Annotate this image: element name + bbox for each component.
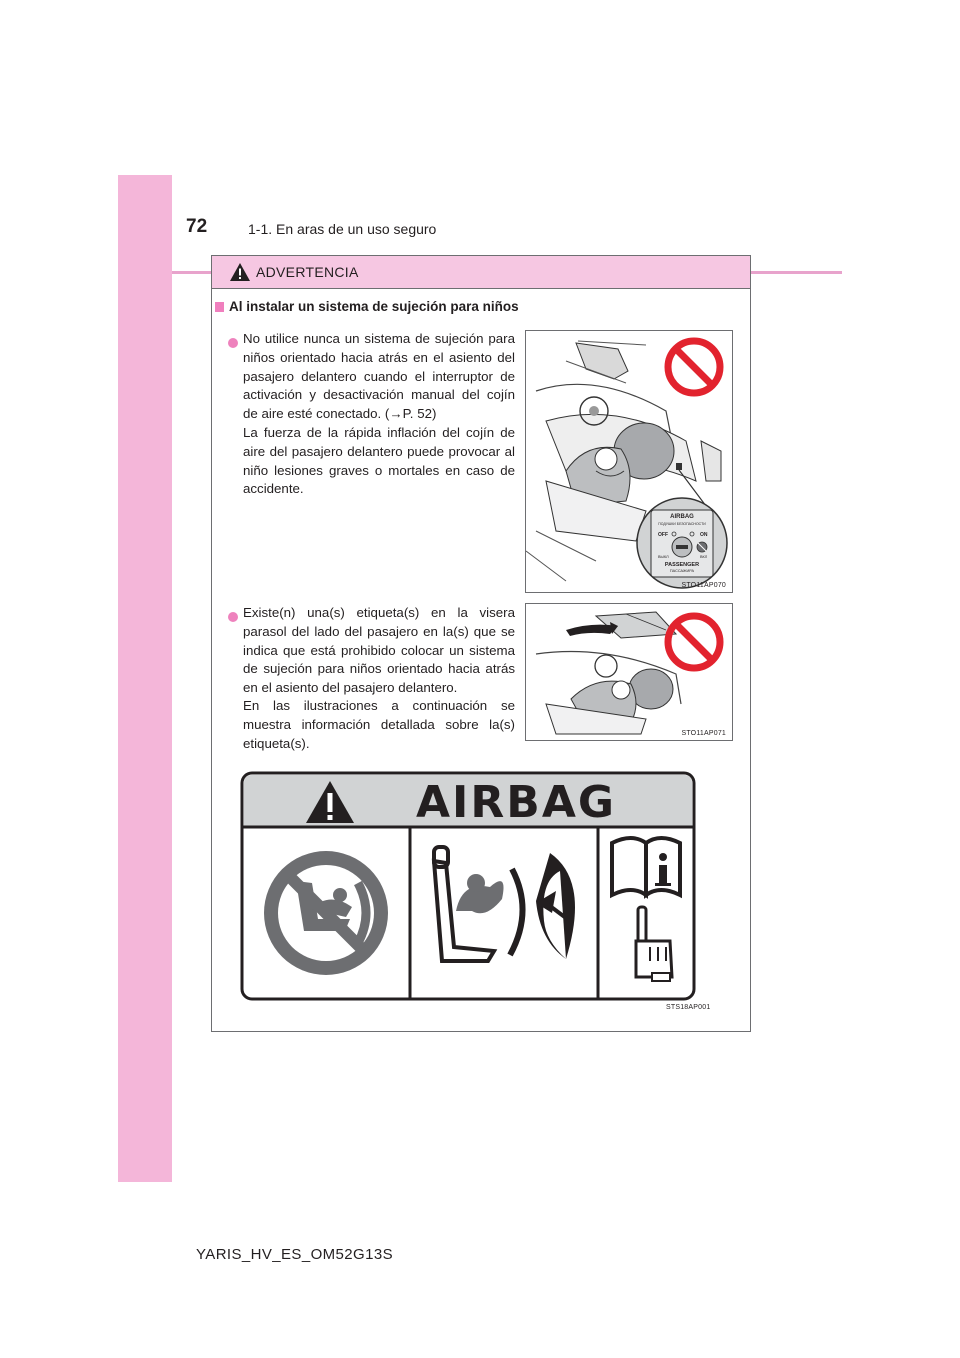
paragraph: No utilice nunca un sistema de sujeción para niños orientado hacia atrás en el asiento del pasajero delantero cuando el interruptor de activación y desactivación manual del cojín de aire esté conectado. (→P. 52) xyxy=(243,331,515,422)
switch-label-passenger-ru: ПАССАЖИРА xyxy=(669,569,695,573)
paragraph: Existe(n) una(s) etiqueta(s) en la visera parasol del lado del pasajero en la(s) que se indica que está prohibido colocar un sistema de sujeción para niños orientado hacia atrás en el asiento del pasajero delantero. xyxy=(243,605,515,696)
figure-code: STO11AP070 xyxy=(681,582,726,589)
warning-header xyxy=(212,256,750,289)
label-airbag-text: AIRBAG xyxy=(415,777,617,828)
prohibition-sign-icon xyxy=(668,616,720,668)
bullet-icon xyxy=(228,338,238,348)
warning-subheading: Al instalar un sistema de sujeción para niños xyxy=(215,299,519,314)
paragraph: La fuerza de la rápida inflación del cojín de aire del pasajero delantero puede provocar al niño lesiones graves o mortales en caso de accidente. xyxy=(243,425,515,497)
square-bullet-icon xyxy=(215,302,224,312)
figure-code: STO11AP071 xyxy=(681,730,726,737)
figure-child-seat-airbag-on xyxy=(525,330,733,593)
airbag-warning-label xyxy=(240,771,696,1001)
switch-label-airbag-ru: ПОДУШКИ БЕЗОПАСНОСТИ xyxy=(658,522,706,526)
no-rear-facing-seat-icon xyxy=(264,851,388,975)
read-manual-icon xyxy=(612,838,680,895)
figure-code: STS18AP001 xyxy=(666,1004,711,1011)
paragraph: En las ilustraciones a continuación se muestra información detallada sobre la(s) etiqueta(s). xyxy=(243,698,515,751)
document-code: YARIS_HV_ES_OM52G13S xyxy=(196,1246,393,1263)
warning-box xyxy=(211,255,751,1032)
switch-label-airbag: AIRBAG xyxy=(670,514,694,520)
warning-triangle-icon xyxy=(229,262,251,282)
sun-visor-illustration xyxy=(526,604,732,740)
switch-label-on: ON xyxy=(700,532,708,538)
switch-label-passenger: PASSENGER xyxy=(664,562,700,568)
section-title: 1-1. En aras de un uso seguro xyxy=(248,221,437,237)
figure-sun-visor-label xyxy=(525,603,733,741)
bullet-icon xyxy=(228,612,238,622)
page-number: 72 xyxy=(186,216,208,237)
car-interior-illustration xyxy=(526,331,732,592)
prohibition-sign-icon xyxy=(668,341,720,393)
warning-title: ADVERTENCIA xyxy=(256,264,359,280)
switch-label-off-ru: ВЫКЛ xyxy=(658,555,669,559)
switch-label-off: OFF xyxy=(658,532,668,538)
side-color-band xyxy=(118,175,172,1182)
switch-label-on-ru: ВКЛ xyxy=(700,555,708,559)
